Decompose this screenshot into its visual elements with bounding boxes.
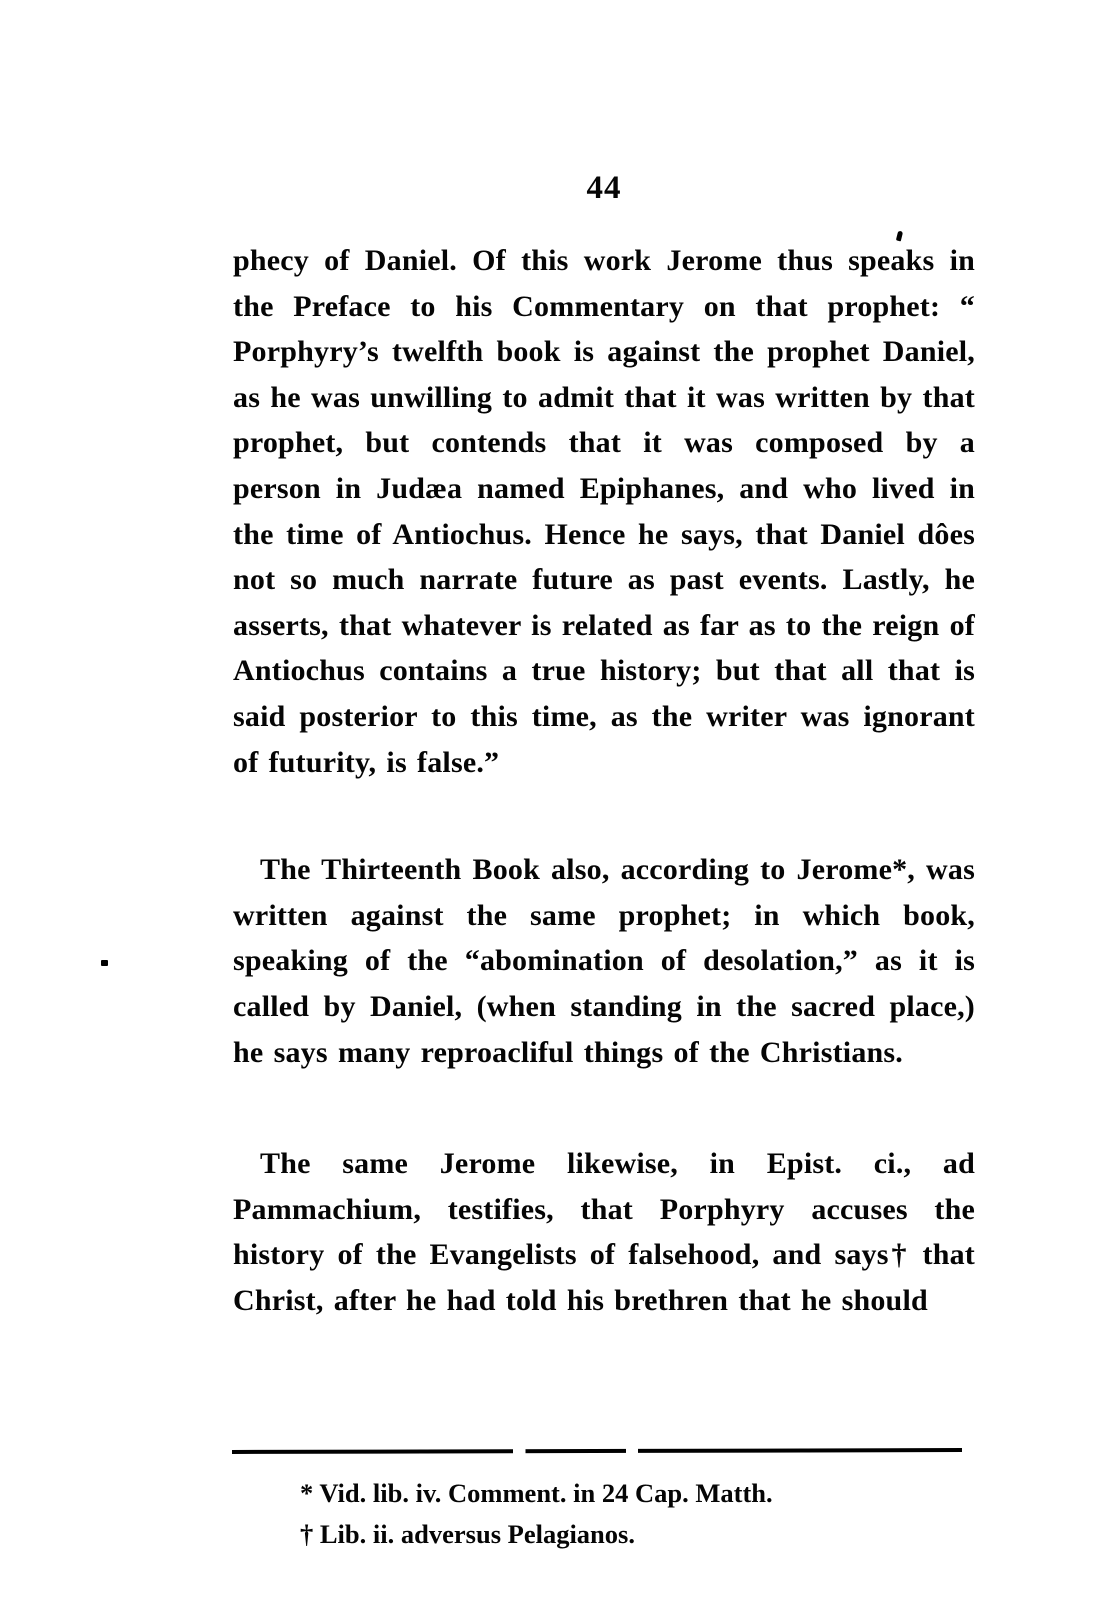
footnote-divider-rule bbox=[232, 1448, 962, 1454]
page-number: 44 bbox=[586, 170, 622, 206]
paragraph-daniel-prophecy: phecy of Daniel. Of this work Jerome thus speaks in the Preface to his Commentary on that prophet: “ Porphyry’s twelfth book is against the prophet Daniel, as he was unwilling to admit that it was written by that prophet, but contends that it was composed by a person in Judæa named Epiphanes, and who lived in the time of Antiochus. Hence he says, that Daniel dôes not so much narrate future as past events. Lastly, he asserts, that whatever is related as far as to the reign of Antiochus contains a true history; but that all that is said posterior to this time, as the writer was ignorant of futurity, is false.” bbox=[233, 244, 975, 779]
paragraph-same-jerome: The same Jerome likewise, in Epist. ci., ad Pammachium, testifies, that Porphyry accuses the history of the Evangelists of falsehood, and says† that Christ, after he had told his brethren that he should bbox=[233, 1147, 975, 1317]
scan-artifact-dot bbox=[101, 960, 108, 966]
footnotes-block bbox=[300, 1473, 940, 1555]
page-body bbox=[233, 238, 975, 1323]
footnote-asterisk: * Vid. lib. iv. Comment. in 24 Cap. Matth. bbox=[300, 1478, 773, 1508]
paragraph-thirteenth-book: The Thirteenth Book also, according to Jerome*, was written against the same prophet; in which book, speaking of the “abomination of desolation,” as it is called by Daniel, (when standing in the sacred place,) he says many reproacliful things of the Christians. bbox=[233, 853, 975, 1069]
footnote-dagger: † Lib. ii. adversus Pelagianos. bbox=[300, 1519, 635, 1549]
